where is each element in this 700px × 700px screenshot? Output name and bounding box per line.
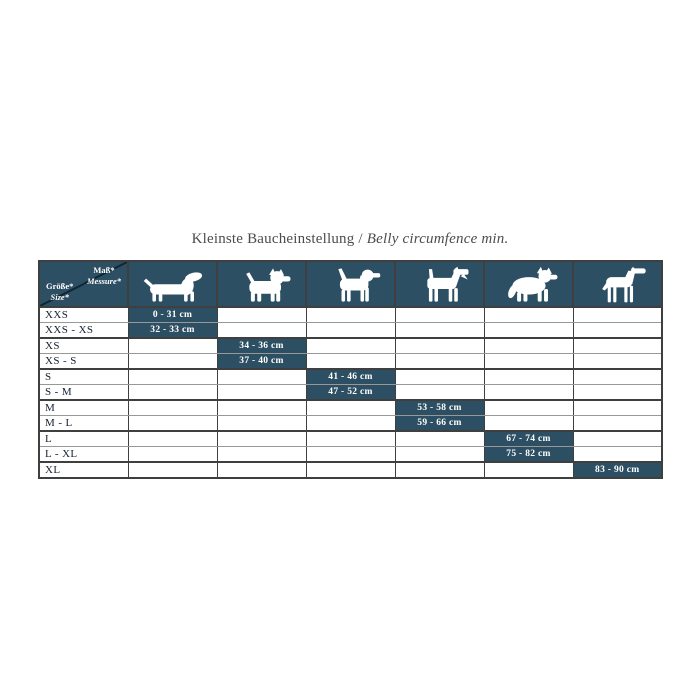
- empty-cell: [128, 447, 217, 463]
- great-dane-icon: [586, 266, 650, 304]
- table-row: [39, 447, 662, 463]
- size-label: XXS - XS: [39, 323, 128, 339]
- empty-cell: [306, 338, 395, 354]
- empty-cell: [484, 400, 573, 416]
- empty-cell: [217, 307, 306, 323]
- empty-cell: [395, 431, 484, 447]
- empty-cell: [217, 385, 306, 401]
- value-cell: 32 - 33 cm: [128, 323, 217, 339]
- corner-header-cell: [39, 261, 128, 307]
- table-row: [39, 354, 662, 370]
- empty-cell: [395, 462, 484, 478]
- value-cell: 47 - 52 cm: [306, 385, 395, 401]
- empty-cell: [395, 385, 484, 401]
- column-header-great-dane: [573, 261, 662, 307]
- column-header-airedale: [395, 261, 484, 307]
- value-cell: 83 - 90 cm: [573, 462, 662, 478]
- empty-cell: [395, 369, 484, 385]
- empty-cell: [573, 385, 662, 401]
- table-row: [39, 385, 662, 401]
- size-label: M - L: [39, 416, 128, 432]
- husky-icon: [497, 266, 561, 304]
- table-row: [39, 431, 662, 447]
- empty-cell: [573, 369, 662, 385]
- empty-cell: [306, 462, 395, 478]
- empty-cell: [395, 354, 484, 370]
- empty-cell: [306, 323, 395, 339]
- size-label: XS - S: [39, 354, 128, 370]
- value-cell: 67 - 74 cm: [484, 431, 573, 447]
- empty-cell: [484, 338, 573, 354]
- size-label: XXS: [39, 307, 128, 323]
- empty-cell: [306, 307, 395, 323]
- table-row: [39, 416, 662, 432]
- empty-cell: [573, 307, 662, 323]
- empty-cell: [217, 431, 306, 447]
- column-header-hound: [306, 261, 395, 307]
- empty-cell: [573, 354, 662, 370]
- value-cell: 37 - 40 cm: [217, 354, 306, 370]
- empty-cell: [306, 400, 395, 416]
- empty-cell: [128, 369, 217, 385]
- empty-cell: [484, 307, 573, 323]
- empty-cell: [217, 400, 306, 416]
- size-chart-body: [39, 307, 662, 478]
- table-row: [39, 369, 662, 385]
- empty-cell: [484, 354, 573, 370]
- empty-cell: [484, 385, 573, 401]
- empty-cell: [484, 416, 573, 432]
- empty-cell: [128, 385, 217, 401]
- table-row: [39, 307, 662, 323]
- empty-cell: [573, 416, 662, 432]
- hound-icon: [319, 266, 383, 304]
- empty-cell: [306, 354, 395, 370]
- measure-header: Maß* Messure*: [86, 265, 121, 287]
- empty-cell: [217, 462, 306, 478]
- table-row: [39, 323, 662, 339]
- size-chart-table: [38, 260, 663, 479]
- value-cell: 53 - 58 cm: [395, 400, 484, 416]
- empty-cell: [395, 307, 484, 323]
- value-cell: 0 - 31 cm: [128, 307, 217, 323]
- empty-cell: [128, 338, 217, 354]
- value-cell: 41 - 46 cm: [306, 369, 395, 385]
- empty-cell: [128, 431, 217, 447]
- empty-cell: [306, 431, 395, 447]
- empty-cell: [128, 416, 217, 432]
- size-label: S: [39, 369, 128, 385]
- column-header-small-terrier: [217, 261, 306, 307]
- size-header: Größe* Size*: [46, 280, 74, 302]
- empty-cell: [217, 369, 306, 385]
- empty-cell: [217, 447, 306, 463]
- empty-cell: [484, 369, 573, 385]
- empty-cell: [484, 323, 573, 339]
- size-label: M: [39, 400, 128, 416]
- empty-cell: [128, 462, 217, 478]
- empty-cell: [395, 338, 484, 354]
- empty-cell: [395, 447, 484, 463]
- table-row: [39, 462, 662, 478]
- empty-cell: [484, 462, 573, 478]
- empty-cell: [217, 323, 306, 339]
- empty-cell: [128, 354, 217, 370]
- title-separator: /: [354, 231, 367, 247]
- size-label: S - M: [39, 385, 128, 401]
- title-german: Kleinste Baucheinstellung: [191, 231, 355, 247]
- value-cell: 59 - 66 cm: [395, 416, 484, 432]
- empty-cell: [395, 323, 484, 339]
- header-row: [39, 261, 662, 307]
- page-title: [0, 231, 700, 248]
- table-row: [39, 400, 662, 416]
- size-label: L: [39, 431, 128, 447]
- empty-cell: [573, 323, 662, 339]
- value-cell: 75 - 82 cm: [484, 447, 573, 463]
- empty-cell: [573, 338, 662, 354]
- dachshund-icon: [141, 266, 205, 304]
- size-label: XL: [39, 462, 128, 478]
- airedale-terrier-icon: [408, 266, 472, 304]
- empty-cell: [128, 400, 217, 416]
- size-label: XS: [39, 338, 128, 354]
- empty-cell: [573, 431, 662, 447]
- empty-cell: [306, 416, 395, 432]
- empty-cell: [573, 400, 662, 416]
- value-cell: 34 - 36 cm: [217, 338, 306, 354]
- title-english: Belly circumfence min.: [366, 231, 509, 247]
- table-row: [39, 338, 662, 354]
- column-header-dachshund: [128, 261, 217, 307]
- column-header-husky: [484, 261, 573, 307]
- empty-cell: [306, 447, 395, 463]
- small-terrier-icon: [230, 266, 294, 304]
- empty-cell: [573, 447, 662, 463]
- size-label: L - XL: [39, 447, 128, 463]
- empty-cell: [217, 416, 306, 432]
